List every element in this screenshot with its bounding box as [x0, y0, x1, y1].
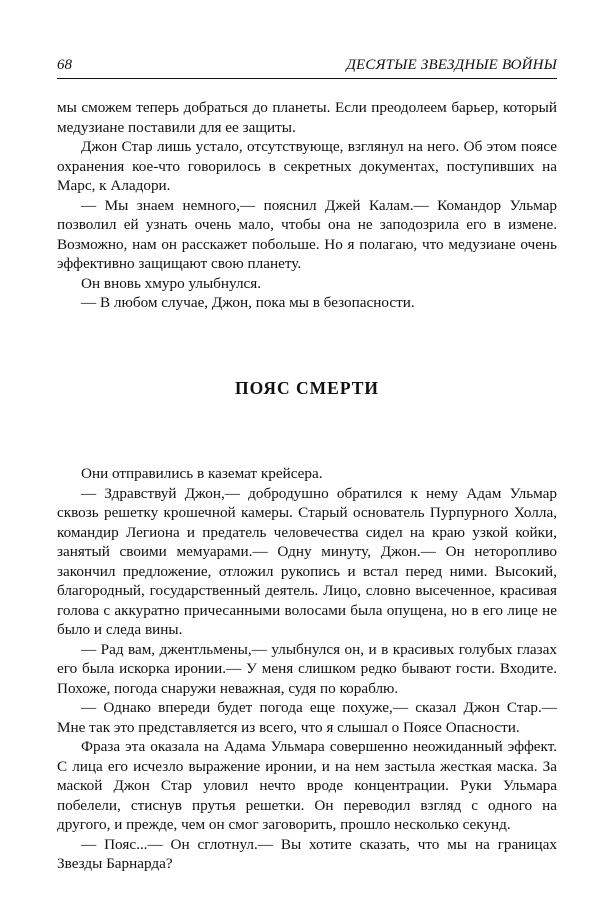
- paragraph: Фраза эта оказала на Адама Ульмара совершенно неожиданный эффект. С лица его исчезло выражение иронии, и на нем застыла жесткая маска. За маской Джон Стар уловил нечто вроде концентрации. Руки Ульмара побелели, стиснув прутья решетки. Он переводил взгляд с одного на другого, и прежде, чем он смог заговорить, прошло несколько секунд.: [57, 738, 557, 833]
- page-header: [57, 56, 557, 79]
- text-section-bottom: [57, 464, 557, 874]
- paragraph: Они отправились в каземат крейсера.: [81, 465, 323, 482]
- paragraph: — Мы знаем немного,— пояснил Джей Калам.— Командор Ульмар позволил ей узнать очень мало, чтобы она не заподозрила его в измене. Возможно, нам он расскажет побольше. Но я полагаю, что медузиане очень эффективно защищают свою планету.: [57, 196, 557, 272]
- page-number: 68: [57, 57, 72, 73]
- paragraph: Он вновь хмуро улыбнулся.: [81, 274, 262, 292]
- chapter-title: ПОЯС СМЕРТИ: [234, 378, 380, 398]
- paragraph: — Рад вам, джентльмены,— улыбнулся он, и в красивых голубых глазах его была искорка иронии.— У меня слишком редко бывают гости. Входите. Похоже, погода снаружи неважная, судя по кораблю.: [57, 640, 557, 697]
- paragraph: — В любом случае, Джон, пока мы в безопасности.: [81, 294, 415, 311]
- text-section-top: [57, 98, 557, 313]
- paragraph: — Пояс...— Он сглотнул.— Вы хотите сказать, что мы на границах Звезды Барнарда?: [57, 835, 557, 872]
- running-title: ДЕСЯТЫЕ ЗВЕЗДНЫЕ ВОЙНЫ: [346, 57, 557, 73]
- paragraph: — Однако впереди будет погода еще похуже,— сказал Джон Стар.— Мне так это представляется из всего, что я слышал о Поясе Опасности.: [57, 699, 557, 736]
- paragraph: Джон Стар лишь устало, отсутствующе, взглянул на него. Об этом поясе охранения кое-что говорилось в секретных документах, поступивших на Марс, к Аладори.: [57, 138, 557, 194]
- paragraph: — Здравствуй Джон,— добродушно обратился к нему Адам Ульмар сквозь решетку крошечной камеры. Старый основатель Пурпурного Холла, командир Легиона и предатель человечества сидел на краю узкой койки, занятый своими мемуарами.— Одну минуту, Джон.— Он неторопливо закончил предложение, отложил рукопись и встал перед ними. Высокий, благородный, государственный деятель. Лицо, словно высеченное, красивая голова с аккуратно причесанными волосами была опущена, но в его лице не было и следа вины.: [57, 484, 557, 638]
- paragraph: мы сможем теперь добраться до планеты. Если преодолеем барьер, который медузиане поставили для ее защиты.: [57, 99, 557, 136]
